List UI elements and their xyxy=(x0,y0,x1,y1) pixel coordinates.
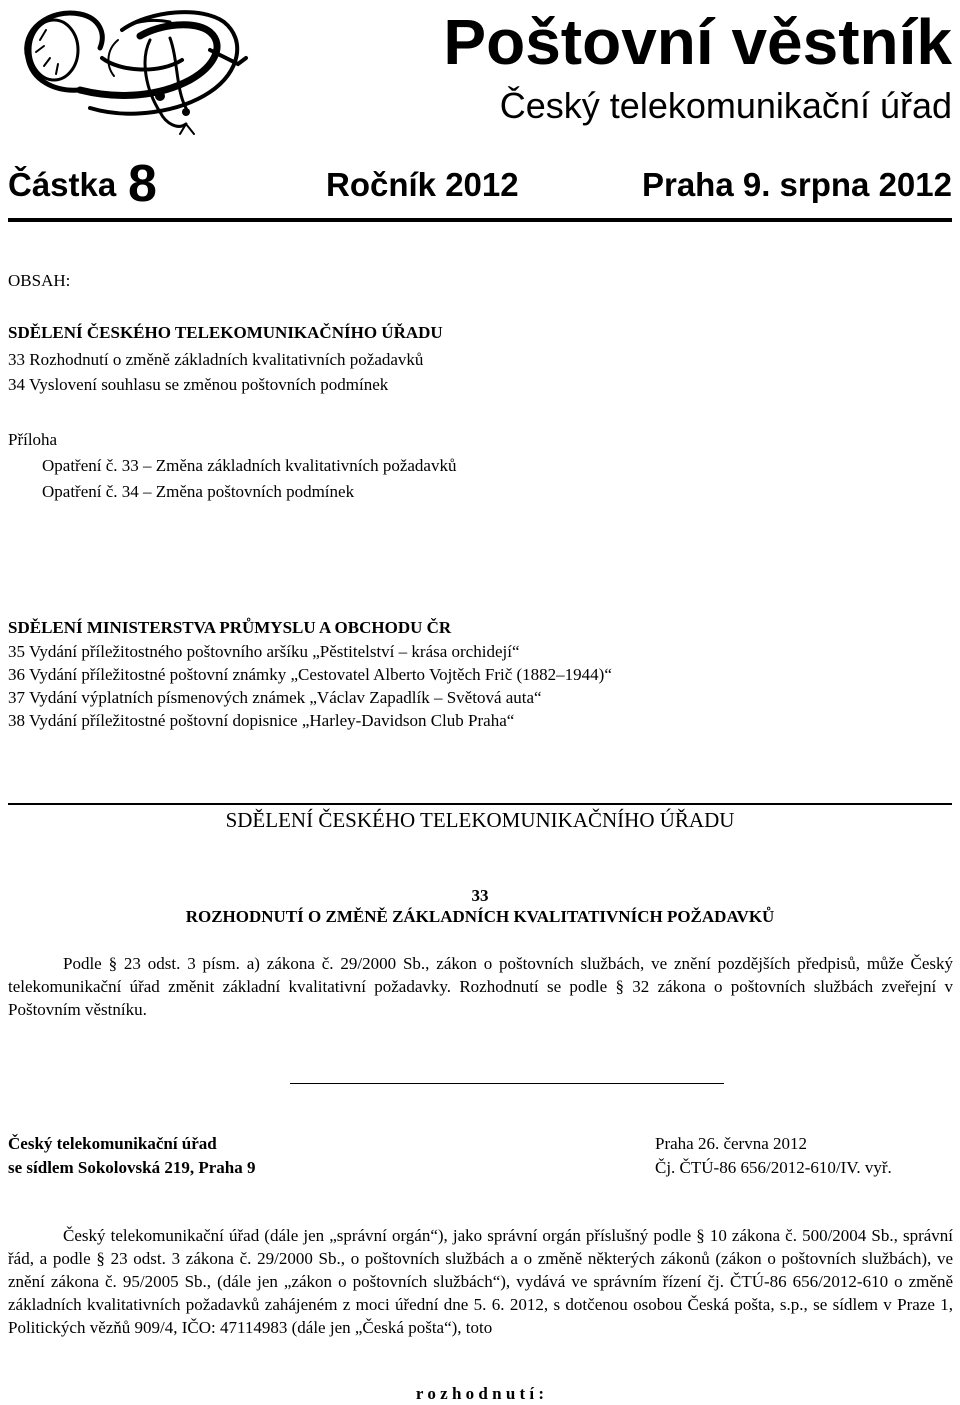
contents-item: 35 Vydání příležitostného poštovního aršíku „Pěstitelství – krása orchidejí“ xyxy=(8,642,520,661)
contents-item: 37 Vydání výplatních písmenových známek „Václav Zapadlík – Světová auta“ xyxy=(8,688,542,707)
castka-number: 8 xyxy=(128,155,157,213)
publication-title: Poštovní věstník xyxy=(443,6,952,78)
contents-item: 38 Vydání příležitostné poštovní dopisnice „Harley-Davidson Club Praha“ xyxy=(8,711,515,730)
article-section-heading: SDĚLENÍ ČESKÉHO TELEKOMUNIKAČNÍHO ÚŘADU xyxy=(225,808,735,832)
masthead-rule xyxy=(8,218,952,222)
appendix-item: Opatření č. 33 – Změna základních kvalitativních požadavků xyxy=(42,456,457,475)
castka-label: Částka xyxy=(8,166,117,203)
contents-section1-heading: SDĚLENÍ ČESKÉHO TELEKOMUNIKAČNÍHO ÚŘADU xyxy=(8,323,443,342)
post-horn-icon xyxy=(10,0,250,140)
contents-item: 36 Vydání příležitostné poštovní známky „Cestovatel Alberto Vojtěch Frič (1882–1944)“ xyxy=(8,665,612,684)
contents-label: OBSAH: xyxy=(8,271,71,290)
place-date: Praha 26. června 2012 xyxy=(655,1134,808,1153)
appendix-item: Opatření č. 34 – Změna poštovních podmínek xyxy=(42,482,355,501)
article-body xyxy=(8,1224,953,1339)
appendix-label: Příloha xyxy=(8,430,58,449)
decision-word: r o z h o d n u t í : xyxy=(415,1384,545,1403)
rocnik: Ročník 2012 xyxy=(326,166,519,203)
separator-rule xyxy=(290,1083,724,1084)
article-number: 33 xyxy=(471,886,489,905)
contents-item: 33 Rozhodnutí o změně základních kvalitativních požadavků xyxy=(8,350,424,369)
section-divider xyxy=(8,803,952,805)
article-body-text: Český telekomunikační úřad (dále jen „správní orgán“), jako správní orgán příslušný podle § 10 zákona č. 500/2004 Sb., správní řád, a podle § 23 odst. 3 zákona č. 29/2000 Sb., o poštovních službách a o změně některých zákonů (zákon o poštovních službách), ve znění zákona č. 95/2005 Sb., (dále jen „zákon o poštovních službách“), vydává ve správním řízení čj. ČTÚ-86 656/2012-610 o změně základních kvalitativních požadavků zahájeném z moci úřední dne 5. 6. 2012, s dotčenou osobou Česká pošta, s.p., se sídlem v Praze 1, Politických vězňů 909/4, IČO: 47114983 (dále jen „Česká pošta“), toto xyxy=(8,1226,953,1337)
publisher-subtitle: Český telekomunikační úřad xyxy=(499,85,952,126)
contents-section2-heading: SDĚLENÍ MINISTERSTVA PRŮMYSLU A OBCHODU ČR xyxy=(8,618,452,637)
contents-item: 34 Vyslovení souhlasu se změnou poštovních podmínek xyxy=(8,375,389,394)
sender-line1: Český telekomunikační úřad xyxy=(8,1134,217,1153)
article-intro xyxy=(8,952,953,1021)
issue-bar xyxy=(8,155,952,216)
reference-number: Čj. ČTÚ-86 656/2012-610/IV. vyř. xyxy=(655,1158,892,1177)
article-intro-text: Podle § 23 odst. 3 písm. a) zákona č. 29/2000 Sb., zákon o poštovních službách, ve znění pozdějších předpisů, může Český telekomunikační úřad změnit základní kvalitativní požadavky. Rozhodnutí se podle § 32 zákona o poštovních službách zveřejní v Poštovním věstníku. xyxy=(8,954,953,1019)
article-title: ROZHODNUTÍ O ZMĚNĚ ZÁKLADNÍCH KVALITATIVNÍCH POŽADAVKŮ xyxy=(185,907,775,926)
issue-date: Praha 9. srpna 2012 xyxy=(641,166,952,203)
sender-line2: se sídlem Sokolovská 219, Praha 9 xyxy=(8,1158,256,1177)
